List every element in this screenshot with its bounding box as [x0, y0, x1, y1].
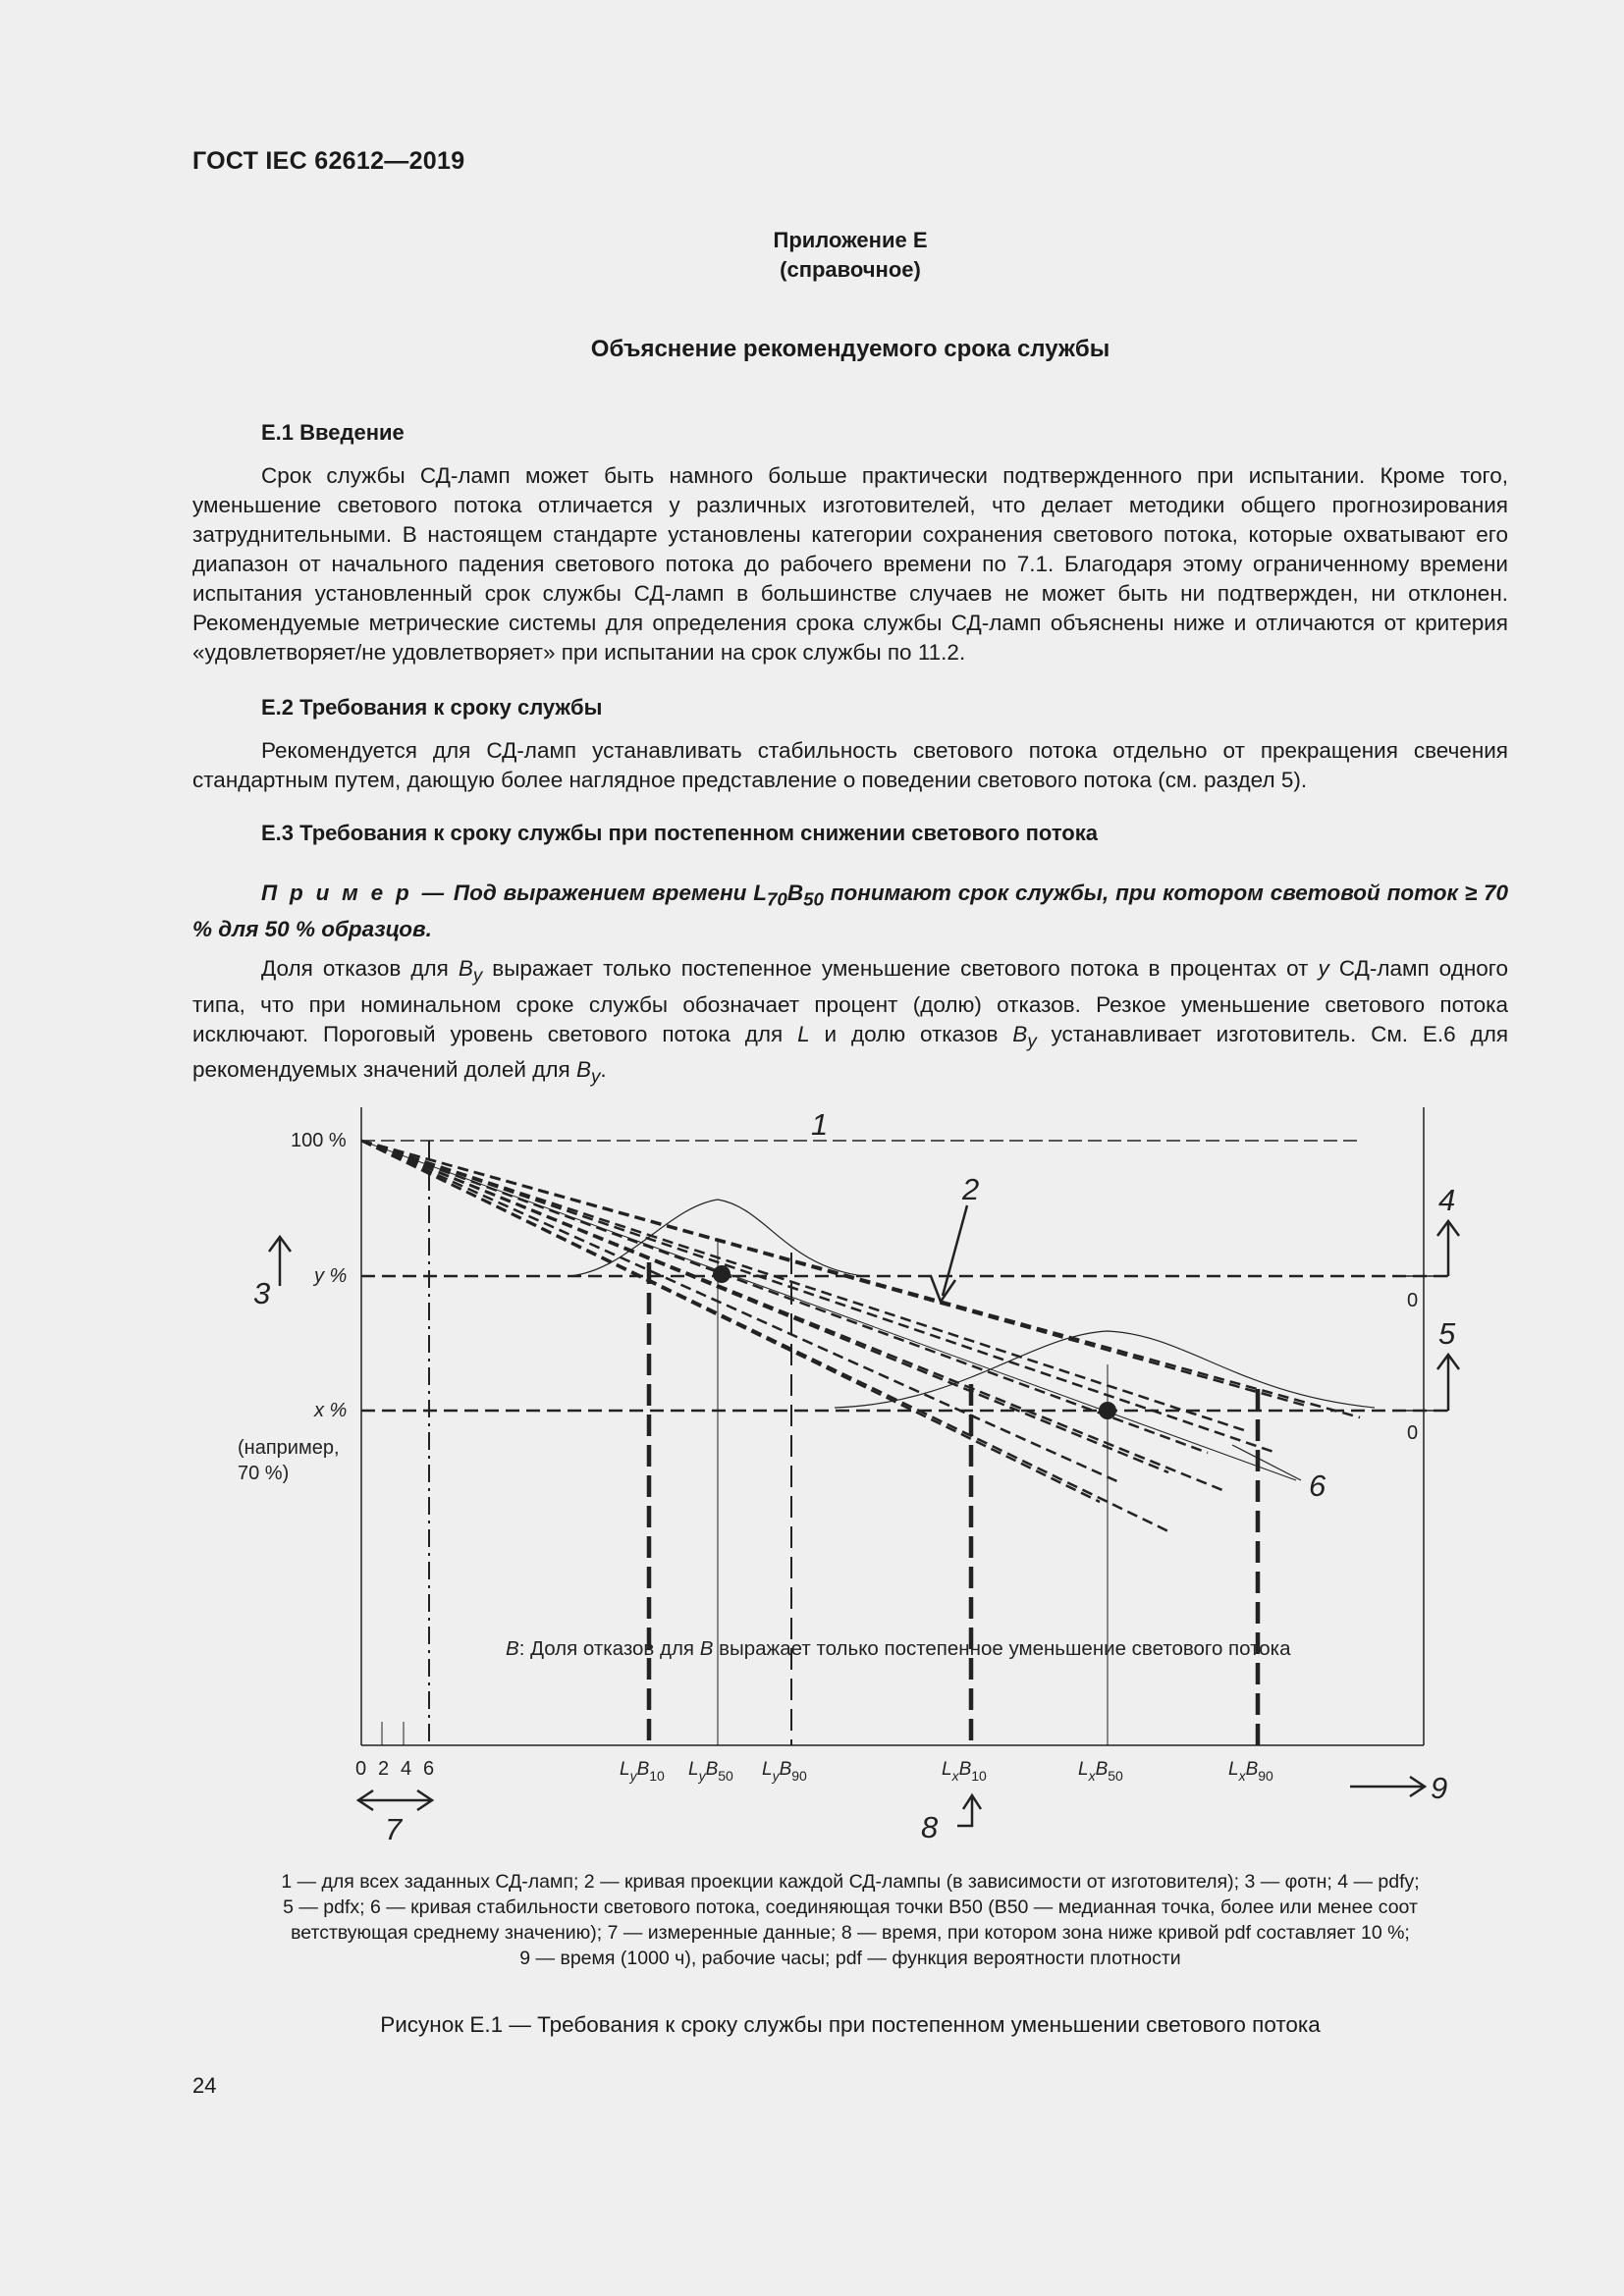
section-e1-text: Срок службы СД-ламп может быть намного больше практически подтвержденного при испытании. Кроме того, уменьшение светового потока отличается у различных изготовителей, что делает методики общего прогнозирования затруднительными. В настоящем стандарте установлены категории сохранения светового потока, которые охватывают его диапазон от начального падения светового потока до рабочего времени по 7.1. Благодаря этому ограниченному времени испытания установленный срок службы СД-ламп в большинстве случаев не может быть ни подтвержден, ни отклонен. Рекомендуемые метрические системы для определения срока службы СД-ламп объяснены ниже и отличаются от критерия «удовлетворяет/не удовлетворяет» при испытании на срок службы по 11.2.	[192, 463, 1508, 665]
marker-label: $L_yB_{90}$	[762, 1759, 807, 1784]
y-label-note-2: 70 %)	[238, 1463, 290, 1484]
section-e1-title: Е.1 Введение	[261, 420, 405, 445]
zero-label-y: 0	[1407, 1290, 1419, 1311]
section-e3-text: Доля отказов для $B_y$ выражает только постепенное уменьшение светового потока в процентах от y СД-ламп одного типа, что при номинальном сроке службы обозначает процент (долю) отказов. Резкое уменьшение светового потока исключают. Пороговый уровень светового потока для L и долю отказов $B_y$ устанавливает изготовитель. См. Е.6 для рекомендуемых значений долей для $B_y$.	[192, 956, 1509, 1087]
appendix-title: Приложение Е	[773, 228, 928, 252]
document-header: ГОСТ IEC 62612—2019	[192, 147, 465, 175]
zero-label-x: 0	[1407, 1422, 1419, 1444]
y-label-note-1: (например,	[238, 1437, 340, 1459]
page-number: 24	[192, 2073, 217, 2098]
callout-8: 8	[921, 1810, 939, 1844]
section-e3-title: Е.3 Требования к сроку службы при постепенном снижении светового потока	[261, 821, 1098, 845]
callout-5: 5	[1438, 1316, 1456, 1351]
figure-legend: 1 — для всех заданных СД-ламп; 2 — кривая проекции каждой СД-лампы (в зависимости от изготовителя); 3 — φотн; 4 — pdfy; 5 — pdfx; 6 — кривая стабильности светового потока, соединяющая точки B50 (B50 — медианная точка, более или менее соот ветствующая среднему значению); 7 — измеренные данные; 8 — время, при котором зона ниже кривой pdf составляет 10 %; 9 — время (1000 ч), рабочие часы; pdf — функция вероятности плотности	[281, 1871, 1420, 1969]
y-label-x: x %	[314, 1400, 348, 1421]
callout-2: 2	[962, 1172, 980, 1206]
x-tick-label: 4	[401, 1758, 412, 1780]
x-tick-label: 0	[355, 1758, 367, 1780]
pdf-y-curve	[569, 1200, 864, 1276]
pdf-x-curve	[835, 1331, 1375, 1408]
callout-4: 4	[1438, 1183, 1456, 1217]
marker-label: $L_yB_{10}$	[620, 1759, 665, 1784]
callout-6: 6	[1309, 1468, 1326, 1503]
section-e2-text: Рекомендуется для СД-ламп устанавливать стабильность светового потока отдельно от прекращения свечения стандартным путем, дающую более наглядное представление о поведении светового потока (см. раздел 5).	[192, 738, 1508, 792]
marker-label: $L_xB_{90}$	[1228, 1759, 1273, 1784]
appendix-kind: (справочное)	[780, 257, 921, 282]
marker-label: $L_xB_{10}$	[942, 1759, 987, 1784]
x-tick-label: 2	[378, 1758, 390, 1780]
inner-note: B: Доля отказов для B выражает только постепенное уменьшение светового потока	[506, 1637, 1291, 1660]
median-point-x	[1099, 1402, 1116, 1419]
marker-label: $L_yB_{50}$	[688, 1759, 733, 1784]
projection-curves	[361, 1141, 1360, 1531]
callout-1: 1	[811, 1107, 829, 1142]
appendix-heading: Объяснение рекомендуемого срока службы	[590, 336, 1110, 362]
y-label-y: y %	[314, 1265, 348, 1287]
section-e2-title: Е.2 Требования к сроку службы	[261, 695, 603, 720]
example-note: П р и м е р — Под выражением времени $L_{70}B_{50}$ понимают срок службы, при котором световой поток ≥ 70 % для 50 % образцов.	[192, 881, 1508, 941]
callout-9: 9	[1431, 1771, 1448, 1805]
y-label-100: 100 %	[291, 1130, 347, 1151]
marker-label: $L_xB_{50}$	[1078, 1759, 1123, 1784]
median-point-y	[713, 1265, 731, 1283]
callout-7: 7	[385, 1812, 403, 1846]
callout-3: 3	[253, 1276, 271, 1310]
figure-caption: Рисунок Е.1 — Требования к сроку службы при постепенном уменьшении светового потока	[380, 2012, 1321, 2037]
x-tick-label: 6	[423, 1758, 435, 1780]
stability-curve	[361, 1141, 1296, 1480]
